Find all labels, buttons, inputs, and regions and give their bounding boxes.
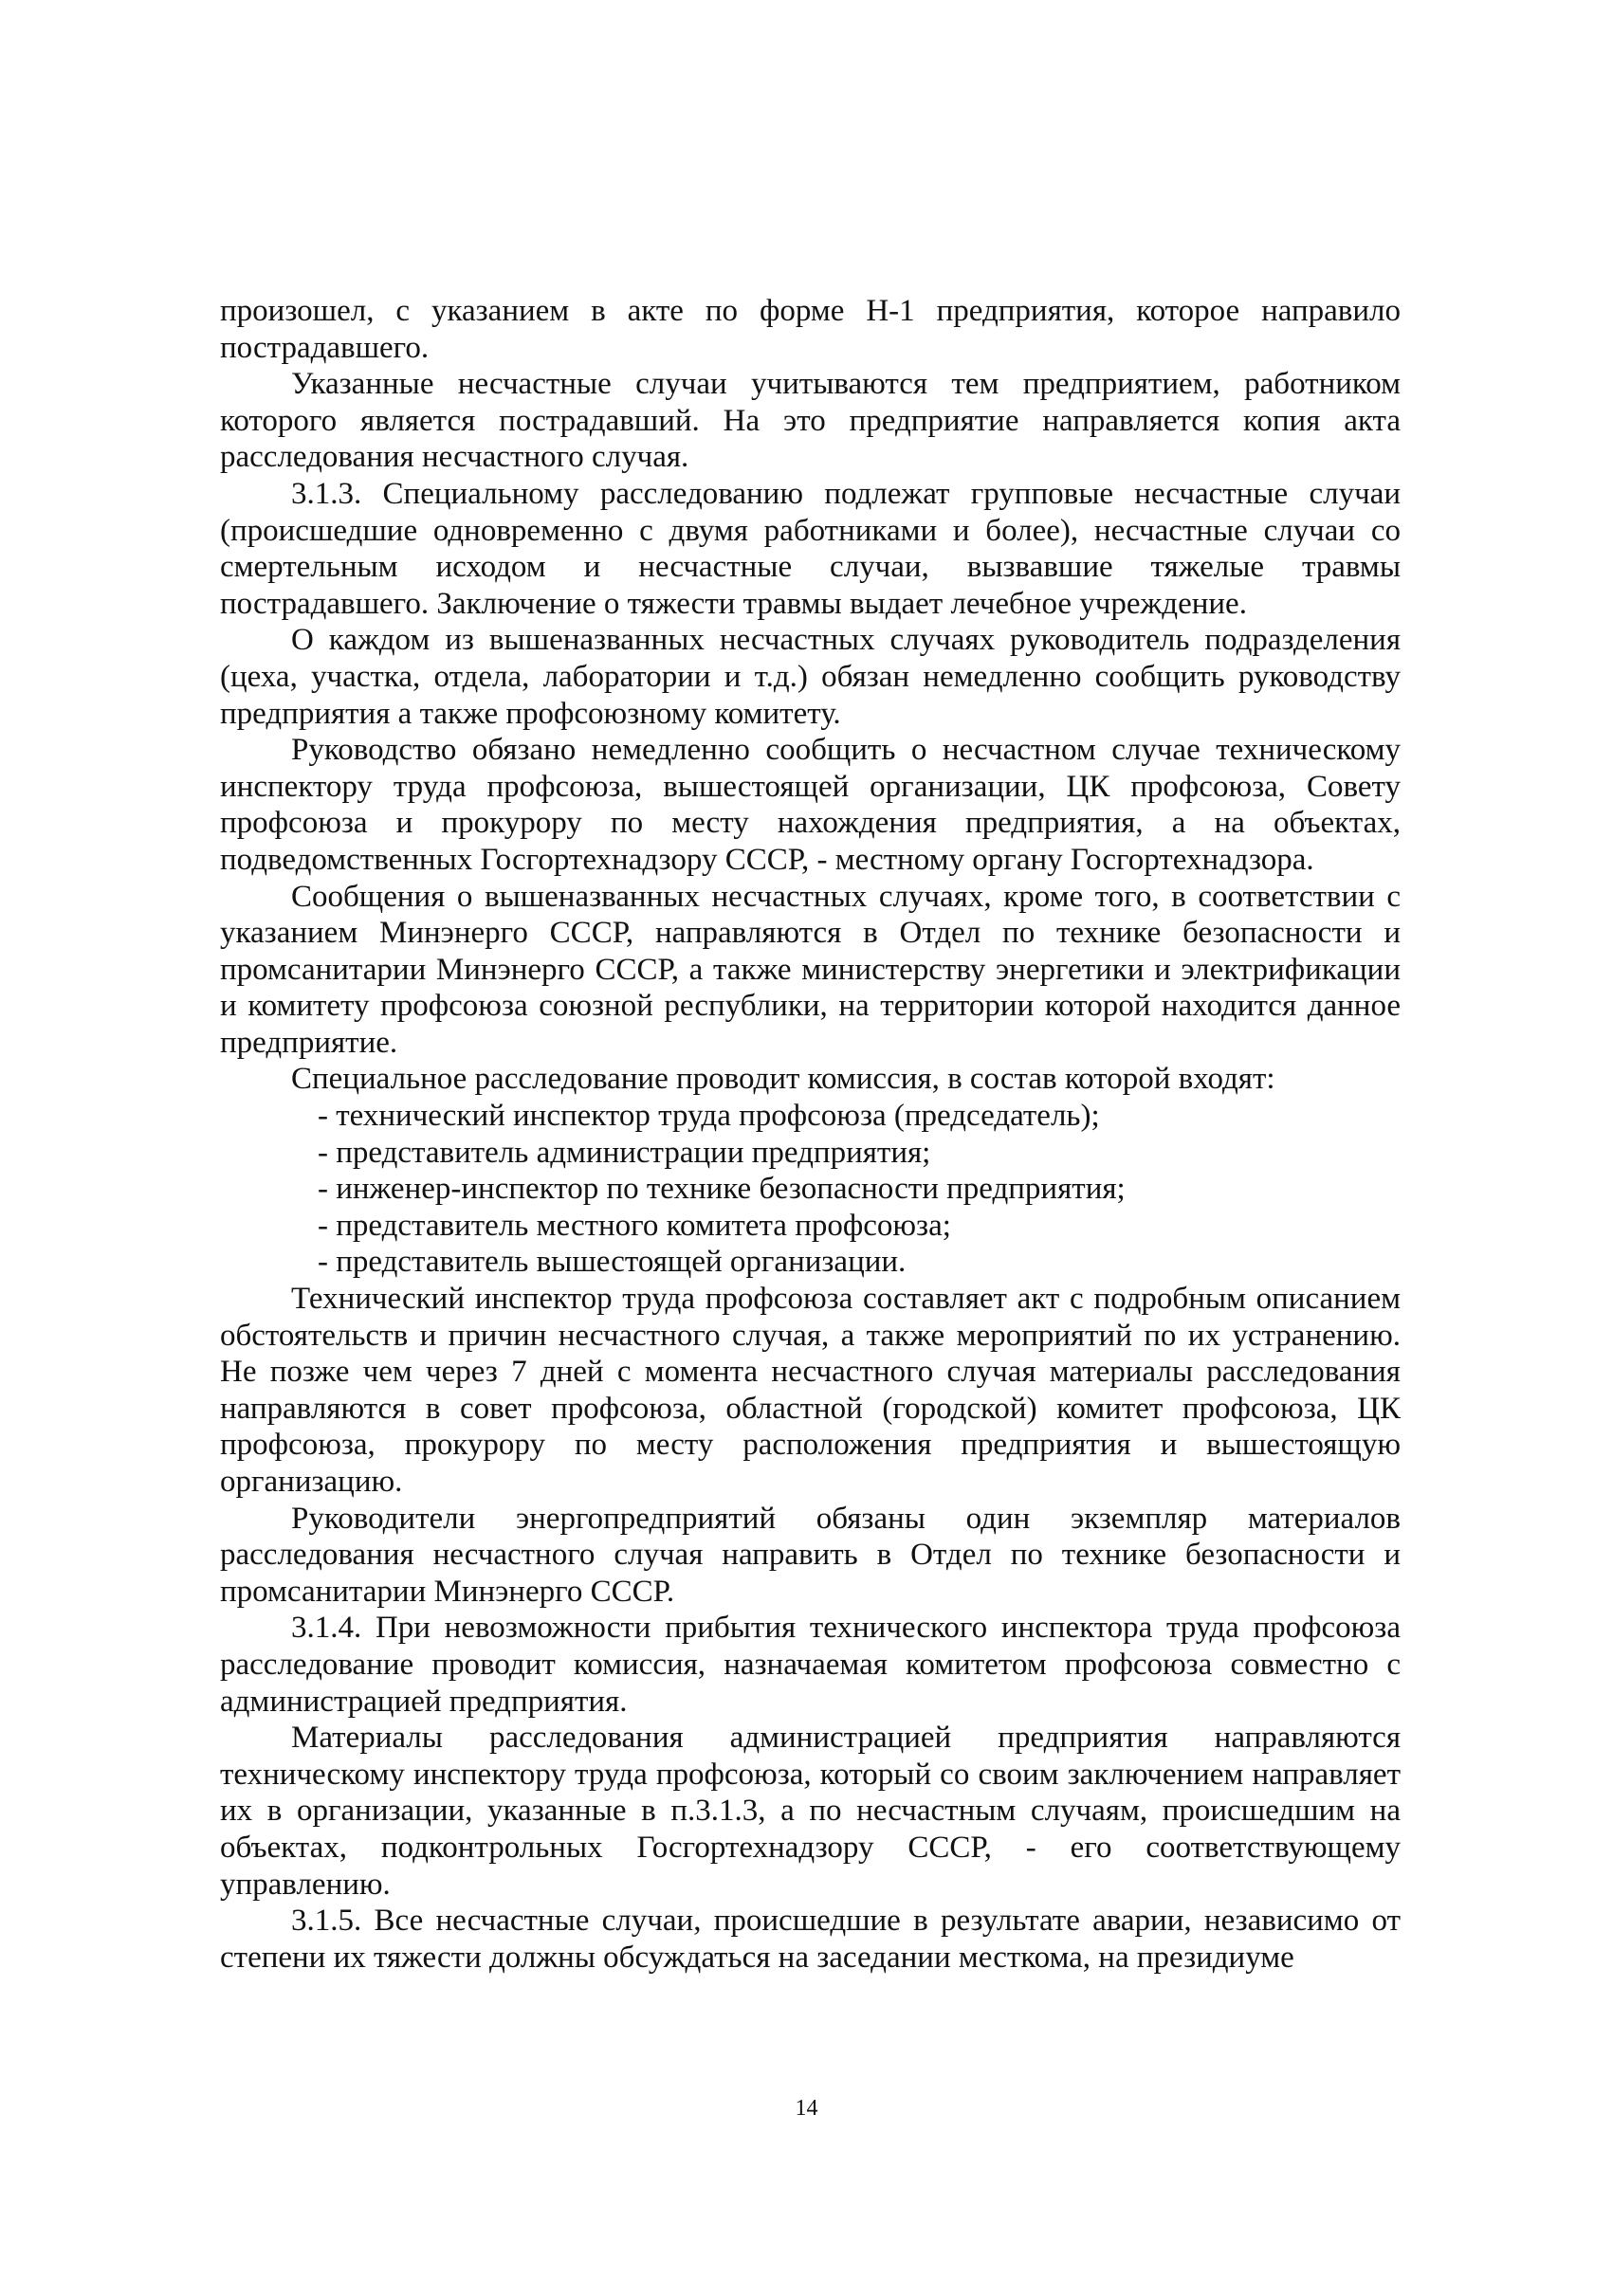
page-number: 14: [795, 2096, 818, 2121]
paragraph-3-1-4: 3.1.4. При невозможности прибытия технического инспектора труда профсоюза расследование проводит комиссия, назначаемая комитетом профсоюза совместно с администрацией предприятия.: [220, 1611, 1401, 1719]
paragraph-3-1-5: 3.1.5. Все несчастные случаи, происшедшие в результате аварии, независимо от степени их тяжести должны обсуждаться на заседании месткома, на президиуме: [220, 1904, 1401, 1975]
body-text: [220, 293, 1401, 1976]
paragraph-leaders: Руководители энергопредприятий обязаны один экземпляр материалов расследования несчастного случая направить в Отдел по технике безопасности и промсанитарии Минэнерго СССР.: [220, 1501, 1401, 1609]
paragraph-act: Технический инспектор труда профсоюза составляет акт с подробным описанием обстоятельств и причин несчастного случая, а также мероприятий по их устранению. Не позже чем через 7 дней с момента несчастного случая материалы расследования направляются в совет профсоюза, областной (городской) комитет профсоюза, ЦК профсоюза, прокурору по месту расположения предприятия и вышестоящую организацию.: [220, 1282, 1401, 1499]
list-item: - представитель вышестоящей организации.: [318, 1245, 907, 1280]
list-item: - инженер-инспектор по технике безопасности предприятия;: [318, 1172, 1126, 1207]
paragraph-management-duty: Руководство обязано немедленно сообщить о несчастном случае техническому инспектору труда профсоюза, вышестоящей организации, ЦК профсоюза, Совету профсоюза и прокурору по месту нахождения предприятия, а на объектах, подведомственных Госгортехнадзору СССР, - местному органу Госгортехнадзора.: [220, 733, 1401, 877]
list-item: - технический инспектор труда профсоюза (председатель);: [318, 1099, 1100, 1134]
paragraph-3-1-3: 3.1.3. Специальному расследованию подлежат групповые несчастные случаи (происшедшие одновременно с двумя работниками и более), несчастные случаи со смертельным исходом и несчастные случаи, вызвавшие тяжелые травмы пострадавшего. Заключение о тяжести травмы выдает лечебное учреждение.: [220, 476, 1401, 621]
paragraph-materials: Материалы расследования администрацией предприятия направляются техническому инспектору труда профсоюза, который со своим заключением направляет их в организации, указанные в п.3.1.3, а по несчастным случаям, происшедшим на объектах, подконтрольных Госгортехнадзору СССР, - его соответствующему управлению.: [220, 1721, 1401, 1902]
paragraph-continuation: произошел, с указанием в акте по форме Н-1 предприятия, которое направило пострадавшего.: [220, 294, 1401, 365]
paragraph-commission: Специальное расследование проводит комиссия, в состав которой входят:: [291, 1062, 1275, 1097]
list-item: - представитель администрации предприятия;: [318, 1135, 931, 1170]
paragraph-messages: Сообщения о вышеназванных несчастных случаях, кроме того, в соответствии с указанием Минэнерго СССР, направляются в Отдел по технике безопасности и промсанитарии Минэнерго СССР, а также министерству энергетики и электрификации и комитету профсоюза союзной республики, на территории которой находится данное предприятие.: [220, 879, 1401, 1060]
list-item: - представитель местного комитета профсоюза;: [318, 1208, 951, 1243]
paragraph-accounting: Указанные несчастные случаи учитываются тем предприятием, работником которого является пострадавший. На это предприятие направляется копия акта расследования несчастного случая.: [220, 367, 1401, 475]
paragraph-notify-management: О каждом из вышеназванных несчастных случаях руководитель подразделения (цеха, участка, отдела, лаборатории и т.д.) обязан немедленно сообщить руководству предприятия а также профсоюзному комитету.: [220, 623, 1401, 731]
